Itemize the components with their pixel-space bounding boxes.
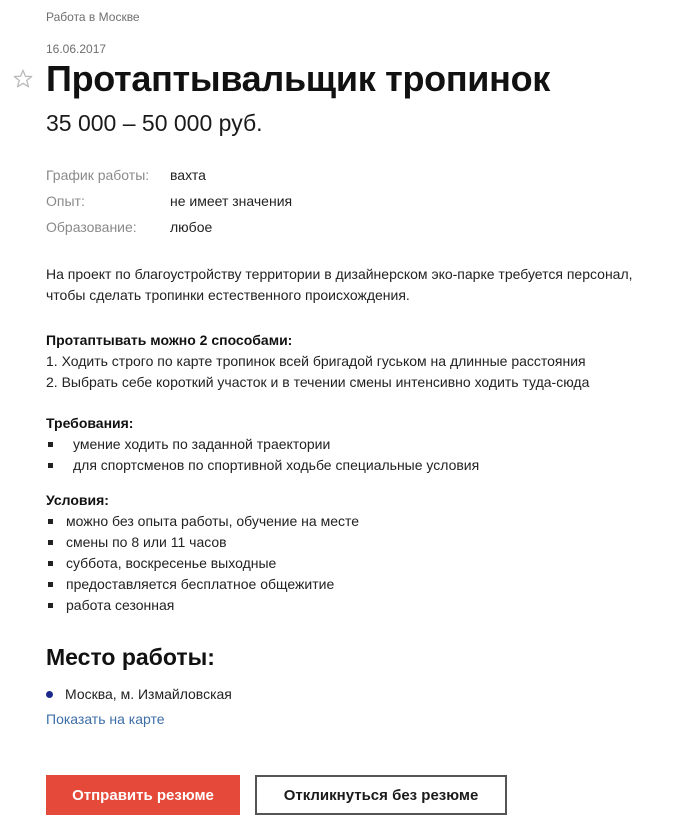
list-item [46,553,666,574]
send-resume-button[interactable]: Отправить резюме [46,775,240,815]
property-value: не имеет значения [170,193,293,209]
metro-dot-icon [46,691,53,698]
list-item [46,574,666,595]
list-item-text: для спортсменов по спортивной ходьбе специальные условия [73,457,480,473]
property-education [46,214,292,240]
property-label: Образование: [46,219,137,235]
conditions-list [46,511,666,616]
address-text: Москва, м. Измайловская [65,686,232,702]
workplace-address [46,686,232,702]
property-value: любое [170,219,213,235]
list-item [46,455,666,476]
bullet-icon [48,540,53,545]
list-item [46,434,666,455]
property-label: Опыт: [46,193,85,209]
bullet-icon [48,561,53,566]
section-title: Требования: [46,415,134,431]
list-item [46,532,666,553]
section-title: Протаптывать можно 2 способами: [46,332,293,348]
requirements-section [46,413,666,476]
bullet-icon [48,519,53,524]
list-item [46,511,666,532]
ways-section [46,330,666,393]
show-on-map-link[interactable]: Показать на карте [46,711,165,727]
requirements-list [46,434,666,476]
publication-date: 16.06.2017 [46,42,107,56]
vacancy-properties [46,162,292,240]
conditions-section [46,490,666,616]
bullet-icon [48,442,53,447]
list-item: 2. Выбрать себе короткий участок и в течении смены интенсивно ходить туда-сюда [46,374,590,390]
list-item-text: смены по 8 или 11 часов [66,534,227,550]
respond-without-resume-button[interactable]: Откликнуться без резюме [255,775,507,815]
vacancy-title: Протаптывальщик тропинок [46,58,550,99]
list-item-text: умение ходить по заданной траектории [73,436,331,452]
vacancy-description: На проект по благоустройству территории в дизайнерском эко-парке требуется персонал, чтобы сделать тропинки естественного происхождения. [46,266,633,303]
section-title: Условия: [46,492,109,508]
list-item-text: предоставляется бесплатное общежитие [66,576,335,592]
list-item-text: суббота, воскресенье выходные [66,555,277,571]
list-item-text: можно без опыта работы, обучение на месте [66,513,360,529]
bullet-icon [48,582,53,587]
workplace-title: Место работы: [46,644,215,670]
list-item: 1. Ходить строго по карте тропинок всей бригадой гуськом на длинные расстояния [46,353,586,369]
salary: 35 000 – 50 000 руб. [46,110,263,136]
bullet-icon [48,603,53,608]
property-value: вахта [170,167,206,183]
bullet-icon [48,463,53,468]
property-experience [46,188,292,214]
breadcrumb[interactable]: Работа в Москве [46,10,140,24]
property-schedule [46,162,292,188]
list-item-text: работа сезонная [66,597,175,613]
list-item [46,595,666,616]
property-label: График работы: [46,167,150,183]
star-outline-icon[interactable] [12,68,34,90]
